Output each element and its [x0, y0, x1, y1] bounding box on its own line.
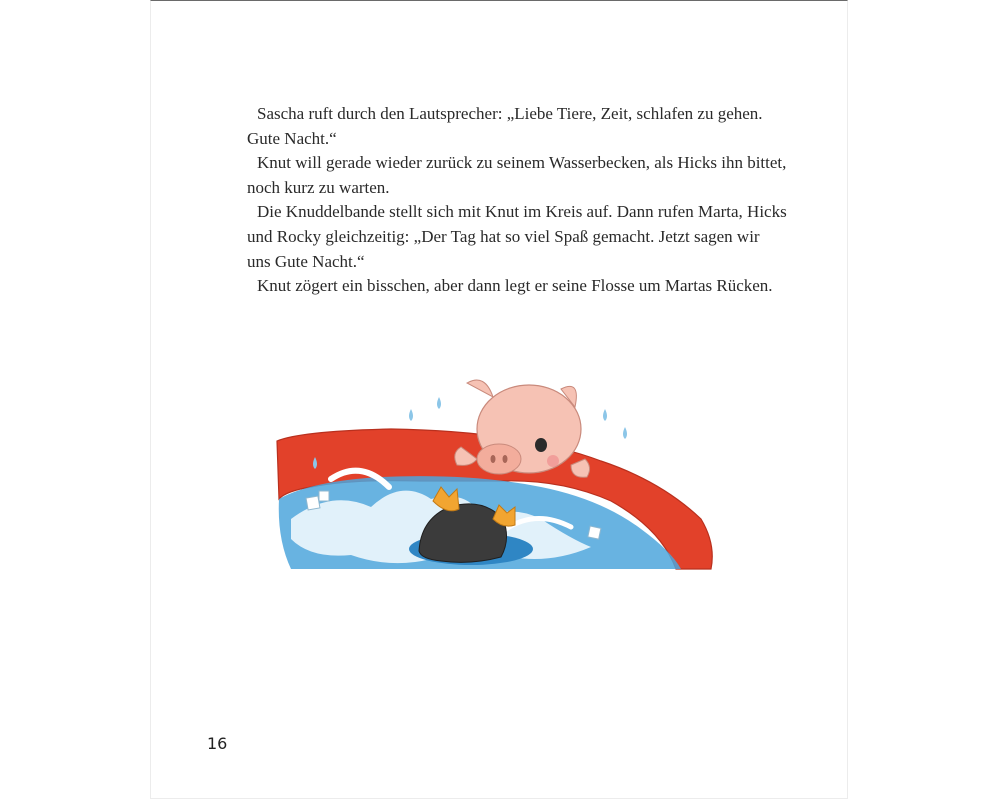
ice-cube-1	[306, 496, 320, 510]
drop-3	[603, 409, 607, 421]
paragraph-1: Sascha ruft durch den Lautsprecher: „Liebe Tiere, Zeit, schlafen zu gehen. Gute Nacht.“	[247, 104, 763, 148]
pig-ear-left	[467, 380, 493, 397]
pig-and-penguin-illustration	[271, 369, 721, 579]
paragraph-4: Knut zögert ein bisschen, aber dann legt er seine Flosse um Martas Rücken.	[257, 276, 773, 296]
book-page	[150, 0, 848, 799]
page-number: 16	[207, 734, 228, 753]
pig-nostril-left	[491, 455, 496, 463]
ice-cube-3	[588, 526, 601, 539]
paragraph-2: Knut will gerade wieder zurück zu seinem Wasserbecken, als Hicks ihn bittet, noch kurz zu warten.	[247, 153, 787, 197]
pig-snout	[477, 444, 521, 474]
pig-cheek	[547, 455, 559, 467]
paragraph-3: Die Knuddelbande stellt sich mit Knut im Kreis auf. Dann rufen Marta, Hicks und Rocky gleichzeitig: „Der Tag hat so viel Spaß gemacht. Jetzt sagen wir uns Gute Nacht.“	[247, 202, 787, 271]
pig-eye	[535, 438, 547, 452]
drop-2	[437, 397, 441, 409]
pig-nostril-right	[503, 455, 508, 463]
drop-4	[623, 427, 627, 439]
drop-1	[409, 409, 413, 421]
story-text	[247, 102, 787, 299]
ice-cube-2	[319, 491, 329, 501]
